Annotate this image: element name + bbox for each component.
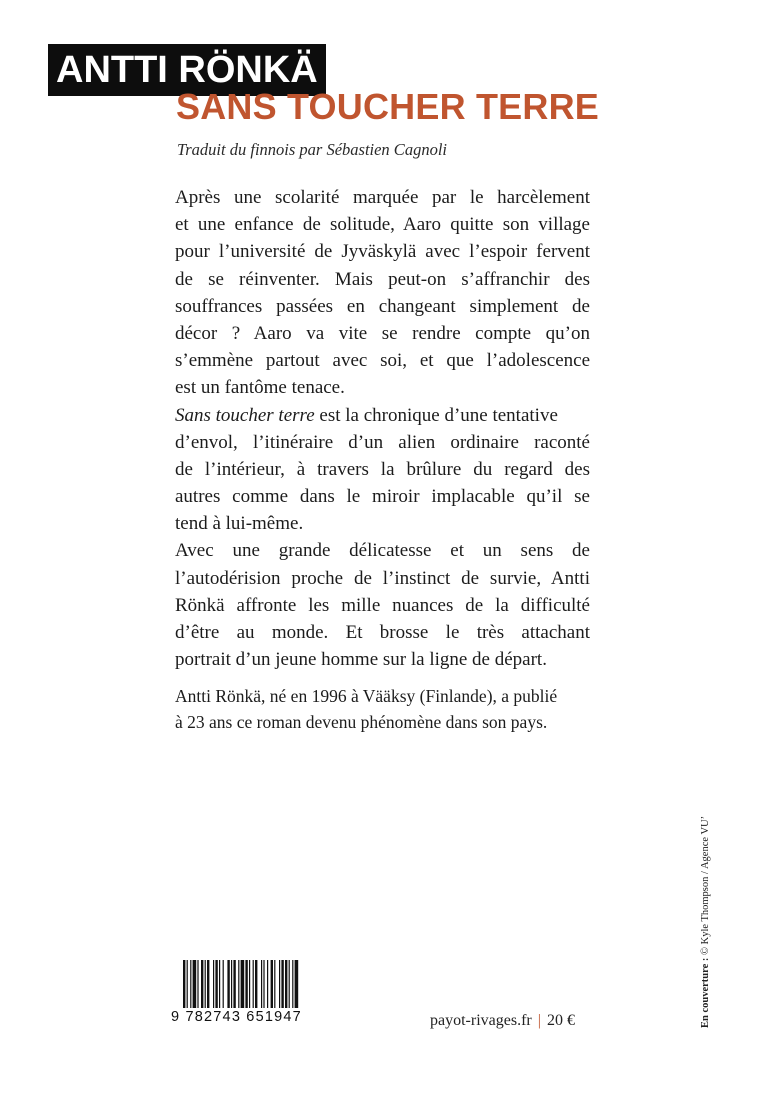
book-title: SANS TOUCHER TERRE xyxy=(176,86,599,127)
cover-credit-label: En couverture : xyxy=(700,957,711,1028)
publisher-footer xyxy=(430,1012,575,1030)
cover-credit xyxy=(700,816,711,1028)
blurb-line: Avec une grande délicatesse et un sens de xyxy=(175,540,590,562)
author-bio xyxy=(175,683,590,735)
barcode-bar xyxy=(271,960,273,1010)
barcode-bar xyxy=(190,960,191,1010)
barcode-bar xyxy=(223,960,224,1010)
barcode-bar xyxy=(281,960,283,1010)
barcode-bar xyxy=(213,960,214,1010)
barcode-bar xyxy=(255,960,257,1010)
barcode-bar xyxy=(245,960,247,1010)
cover-credit-text: © Kyle Thompson / Agence VU’ xyxy=(700,815,711,958)
barcode-bar xyxy=(201,960,203,1010)
isbn-barcode xyxy=(171,960,333,1032)
blurb-line: Après une scolarité marquée par le harcèlement xyxy=(175,187,590,208)
blurb-line: et une enfance de solitude, Aaro quitte son village xyxy=(175,214,590,236)
blurb-line: s’emmène partout avec soi, et que l’adolescence xyxy=(175,350,590,372)
blurb-line: pour l’université de Jyväskylä avec l’espoir fervent xyxy=(175,241,590,263)
blurb-line: autres comme dans le miroir implacable qu’il se xyxy=(175,486,590,508)
blurb-line: souffrances passées en changeant simplement de xyxy=(175,295,590,317)
book-blurb xyxy=(175,184,590,673)
barcode-bar xyxy=(215,960,217,1010)
publisher-site: payot-rivages.fr xyxy=(430,1012,532,1029)
blurb-line: d’être au monde. Et brosse le très attachant xyxy=(175,622,590,643)
barcode-bar xyxy=(289,960,290,1010)
barcode-bar xyxy=(263,960,264,1010)
translator-credit: Traduit du finnois par Sébastien Cagnoli xyxy=(177,140,447,159)
isbn-digits: 9 782743 651947 xyxy=(171,1008,333,1026)
barcode-bar xyxy=(197,960,198,1010)
barcode-bar xyxy=(241,960,245,1010)
barcode-bar xyxy=(233,960,235,1010)
blurb-line: de l’intérieur, à travers la brûlure du regard des xyxy=(175,458,590,480)
barcode-bar xyxy=(249,960,250,1010)
barcode-bar xyxy=(193,960,197,1010)
blurb-line: est un fantôme tenace. xyxy=(175,377,345,399)
blurb-text: est la chronique d’une tentative xyxy=(314,404,558,426)
book-title-inline: Sans toucher terre xyxy=(175,404,315,426)
barcode-bar xyxy=(238,960,239,1010)
bio-line: à 23 ans ce roman devenu phénomène dans son pays. xyxy=(175,712,548,732)
barcode-bar xyxy=(279,960,280,1010)
barcode-bar xyxy=(292,960,293,1010)
blurb-line: l’autodérision proche de l’instinct de survie, Antti xyxy=(175,567,590,589)
price: 20 € xyxy=(546,1012,575,1029)
barcode-bar xyxy=(261,960,262,1010)
barcode-bar xyxy=(205,960,206,1010)
barcode-bar xyxy=(207,960,209,1010)
blurb-line xyxy=(175,402,590,429)
barcode-bar xyxy=(231,960,232,1010)
barcode-bar xyxy=(285,960,287,1010)
barcode-bar xyxy=(274,960,275,1010)
blurb-line: Rönkä affronte les mille nuances de la difficulté xyxy=(175,594,590,616)
author-name: ANTTI RÖNKÄ xyxy=(56,48,318,91)
barcode-bar xyxy=(187,960,188,1010)
barcode-bars xyxy=(171,960,333,1010)
barcode-bar xyxy=(227,960,229,1010)
barcode-bar xyxy=(267,960,268,1010)
blurb-line: tend à lui-même. xyxy=(175,513,304,535)
barcode-bar xyxy=(219,960,220,1010)
barcode-bar xyxy=(253,960,254,1010)
footer-separator: | xyxy=(537,1012,541,1029)
bio-line: Antti Rönkä, né en 1996 à Vääksy (Finlande), a publié xyxy=(175,686,558,706)
blurb-line: portrait d’un jeune homme sur la ligne de départ. xyxy=(175,649,547,671)
blurb-line: d’envol, l’itinéraire d’un alien ordinaire raconté xyxy=(175,431,590,453)
barcode-bar xyxy=(295,960,299,1010)
barcode-bar xyxy=(183,960,185,1010)
blurb-line: de se réinventer. Mais peut-on s’affranchir des xyxy=(175,268,590,290)
blurb-line: décor ? Aaro va vite se rendre compte qu’on xyxy=(175,322,590,344)
